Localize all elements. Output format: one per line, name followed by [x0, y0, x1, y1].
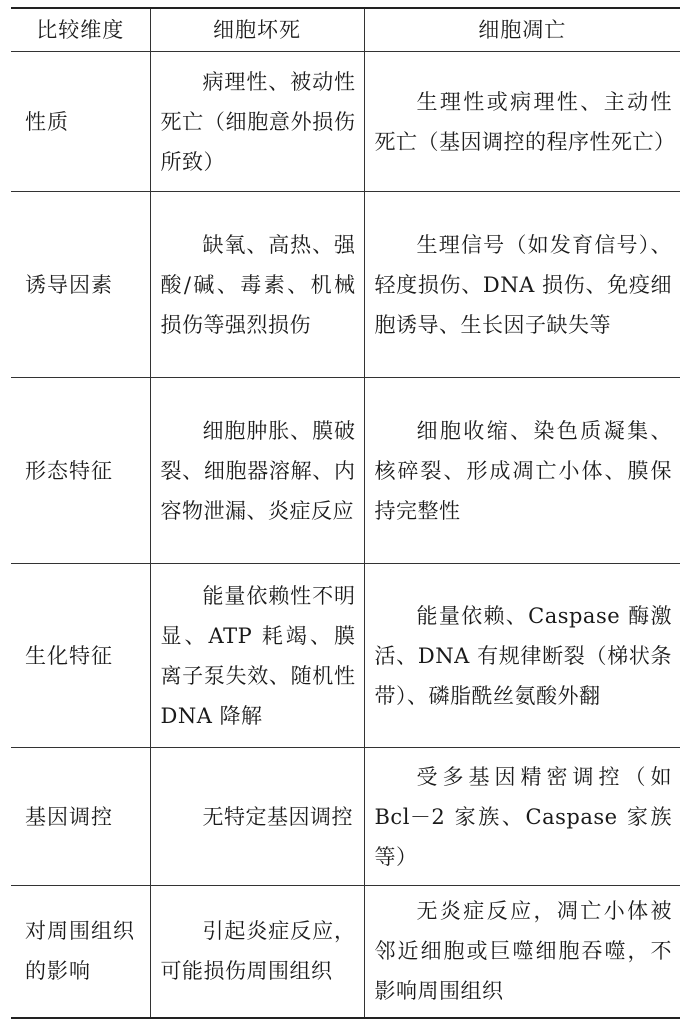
necrosis-cell: 引起炎症反应，可能损伤周围组织	[150, 886, 364, 1018]
table-row	[11, 564, 680, 748]
row-dimension: 诱导因素	[11, 192, 150, 378]
table-row	[11, 192, 680, 378]
header-necrosis: 细胞坏死	[150, 8, 364, 52]
table-row	[11, 378, 680, 564]
header-row	[11, 8, 680, 52]
row-dimension: 基因调控	[11, 748, 150, 886]
row-dimension: 生化特征	[11, 564, 150, 748]
necrosis-cell: 病理性、被动性死亡（细胞意外损伤所致）	[150, 52, 364, 192]
apoptosis-cell: 细胞收缩、染色质凝集、核碎裂、形成凋亡小体、膜保持完整性	[364, 378, 680, 564]
necrosis-cell: 细胞肿胀、膜破裂、细胞器溶解、内容物泄漏、炎症反应	[150, 378, 364, 564]
table-row	[11, 52, 680, 192]
apoptosis-cell: 生理信号（如发育信号）、轻度损伤、DNA 损伤、免疫细胞诱导、生长因子缺失等	[364, 192, 680, 378]
necrosis-cell: 能量依赖性不明显、ATP 耗竭、膜离子泵失效、随机性 DNA 降解	[150, 564, 364, 748]
necrosis-cell: 缺氧、高热、强酸/碱、毒素、机械损伤等强烈损伤	[150, 192, 364, 378]
header-apoptosis: 细胞凋亡	[364, 8, 680, 52]
row-dimension: 对周围组织的影响	[11, 886, 150, 1018]
comparison-table	[11, 7, 680, 1019]
header-dimension: 比较维度	[11, 8, 150, 52]
apoptosis-cell: 生理性或病理性、主动性死亡（基因调控的程序性死亡）	[364, 52, 680, 192]
necrosis-cell: 无特定基因调控	[150, 748, 364, 886]
apoptosis-cell: 受多基因精密调控（如 Bcl－2 家族、Caspase 家族等）	[364, 748, 680, 886]
comparison-table-container	[11, 7, 680, 1015]
row-dimension: 形态特征	[11, 378, 150, 564]
table-row	[11, 748, 680, 886]
apoptosis-cell: 能量依赖、Caspase 酶激活、DNA 有规律断裂（梯状条带）、磷脂酰丝氨酸外翻	[364, 564, 680, 748]
apoptosis-cell: 无炎症反应，凋亡小体被邻近细胞或巨噬细胞吞噬，不影响周围组织	[364, 886, 680, 1018]
row-dimension: 性质	[11, 52, 150, 192]
table-row	[11, 886, 680, 1018]
